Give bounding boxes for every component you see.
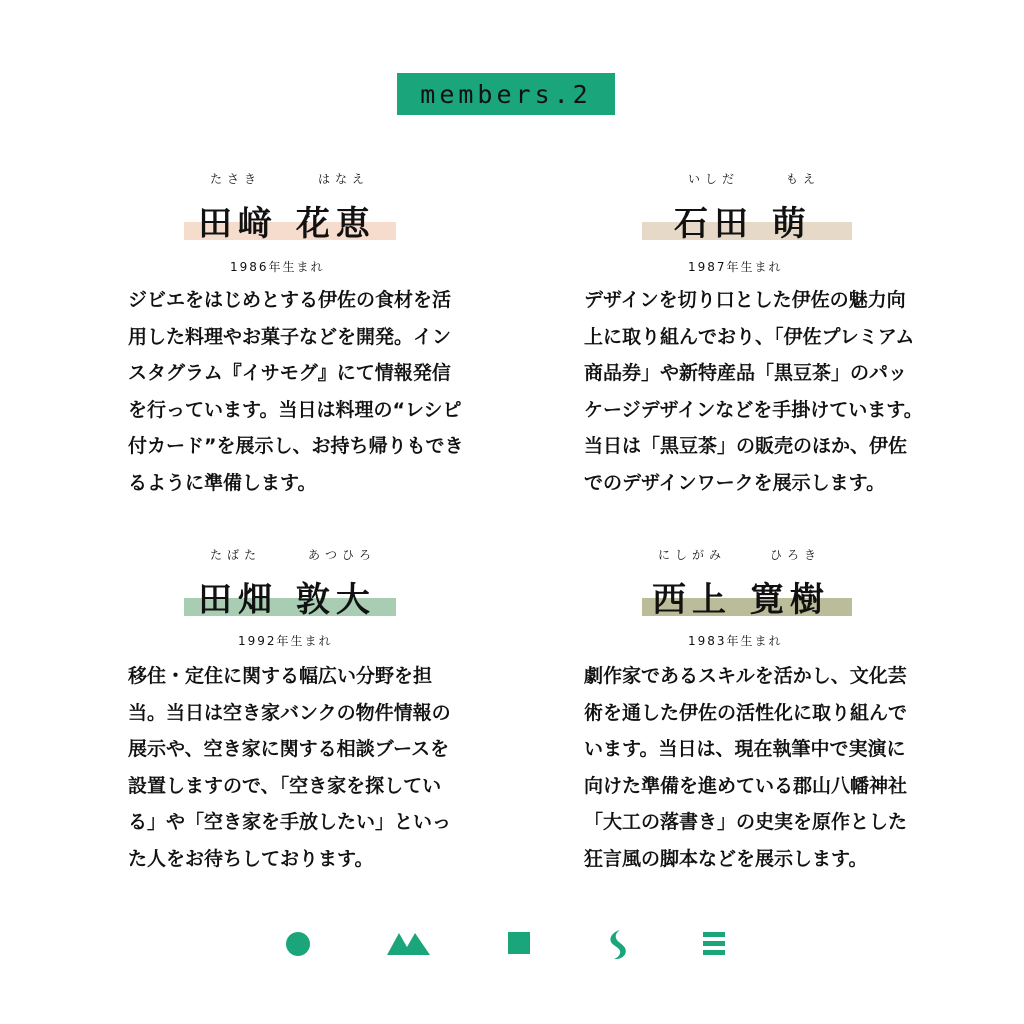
ruby-given-name: もえ <box>786 172 821 186</box>
lines-icon <box>700 929 730 959</box>
name-block <box>584 544 924 620</box>
member-description: 劇作家であるスキルを活かし、文化芸術を通した伊佐の活性化に取り組んでいます。当日は、現在執筆中で実演に向けた準備を進めている郡山八幡神社「大工の落書き」の史実を原作とした狂言風の脚本などを展示します。 <box>584 665 908 870</box>
member-description: ジビエをはじめとする伊佐の食材を活用した料理やお菓子などを開発。インスタグラム『イサモグ』にて情報発信を行っています。当日は料理の“レシピ付カード”を展示し、お持ち帰りもできるように準備します。 <box>128 289 464 494</box>
mountains-icon <box>386 929 432 959</box>
members-badge: members.2 <box>397 73 615 115</box>
ruby-surname: にしがみ <box>658 548 727 562</box>
member-name: 石田 萌 <box>674 204 812 244</box>
member-card-tasaki <box>128 168 468 494</box>
name-block <box>128 168 468 244</box>
birth-year: 1986年生まれ <box>230 260 325 274</box>
member-description: 移住・定住に関する幅広い分野を担当。当日は空き家バンクの物件情報の展示や、空き家に関する相談ブースを設置しますので、「空き家を探している」や「空き家を手放したい」といった人をお待ちしております。 <box>128 665 452 870</box>
birth-year: 1992年生まれ <box>238 634 333 648</box>
ruby-surname: たさき <box>210 172 262 186</box>
ruby-given-name: ひろき <box>770 548 822 562</box>
ruby-given-name: あつひろ <box>308 548 377 562</box>
member-name: 西上 寛樹 <box>652 580 830 620</box>
member-name: 田畑 敦大 <box>198 580 376 620</box>
circle-icon <box>284 929 314 959</box>
birth-year: 1983年生まれ <box>688 634 783 648</box>
member-description: デザインを切り口とした伊佐の魅力向上に取り組んでおり、「伊佐プレミアム商品券」や新特産品「黒豆茶」のパッケージデザインなどを手掛けています。当日は「黒豆茶」の販売のほか、伊佐でのデザインワークを展示します。 <box>584 289 923 494</box>
name-block <box>128 544 468 620</box>
square-icon <box>506 929 536 959</box>
name-block <box>584 168 924 244</box>
footer-icons <box>284 929 730 959</box>
ruby-given-name: はなえ <box>318 172 370 186</box>
member-name: 田﨑 花恵 <box>198 204 376 244</box>
member-card-ishida <box>584 168 924 494</box>
birth-year: 1987年生まれ <box>688 260 783 274</box>
member-card-nishigami <box>584 544 924 870</box>
s-shape-icon <box>604 929 634 961</box>
ruby-surname: たばた <box>210 548 262 562</box>
member-card-tabata <box>128 544 468 870</box>
ruby-surname: いしだ <box>688 172 740 186</box>
